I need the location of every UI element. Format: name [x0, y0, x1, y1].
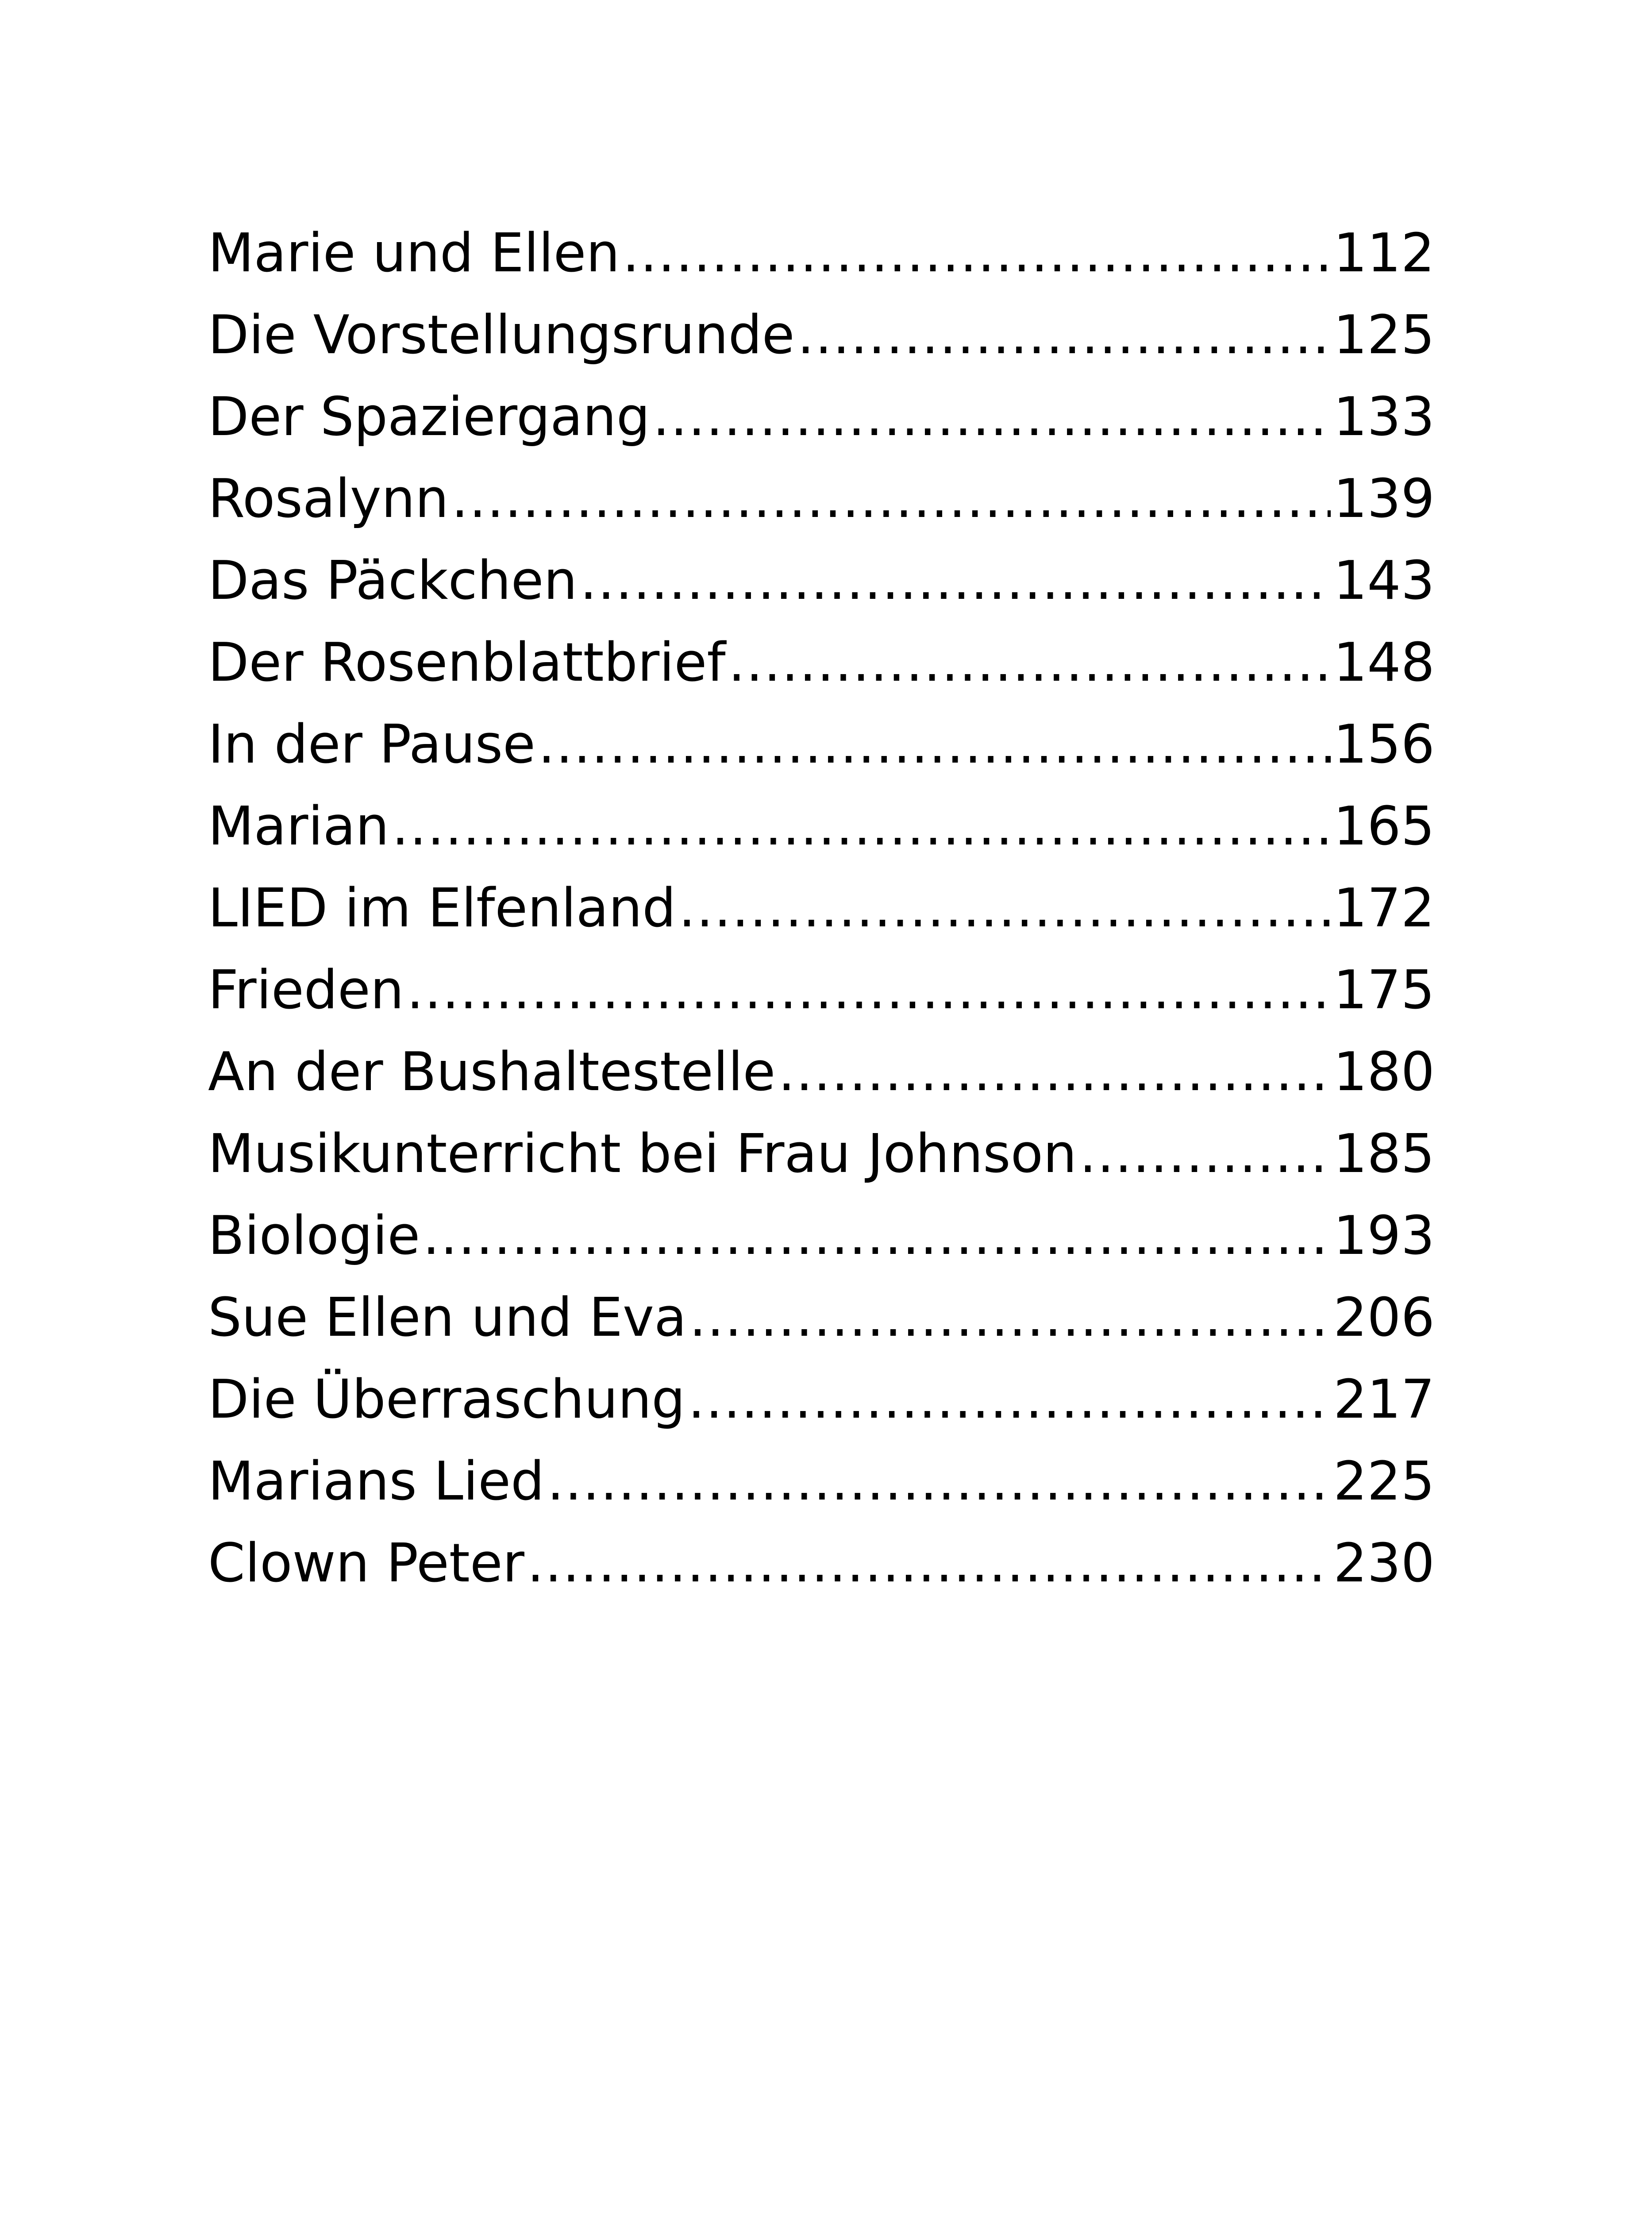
- toc-entry: [208, 1195, 1435, 1277]
- toc-dot-leader: [392, 786, 1331, 867]
- toc-entry-title: Die Vorstellungsrunde: [208, 305, 795, 366]
- toc-entry-page: 230: [1333, 1533, 1435, 1594]
- toc-entry: [208, 1277, 1435, 1359]
- toc-entry-page: 175: [1333, 960, 1435, 1021]
- toc-entry-title: Frieden: [208, 960, 404, 1021]
- toc-dot-leader: [778, 1031, 1331, 1113]
- toc-entry-page: 185: [1333, 1123, 1435, 1185]
- toc-entry-page: 156: [1333, 714, 1435, 775]
- toc-entry-title: Der Spaziergang: [208, 386, 650, 448]
- toc-dot-leader: [451, 458, 1331, 540]
- toc-entry-page: 133: [1333, 386, 1435, 448]
- toc-entry-page: 206: [1333, 1287, 1435, 1349]
- toc-entry-page: 125: [1333, 305, 1435, 366]
- toc-dot-leader: [688, 1359, 1330, 1441]
- toc-entry-title: An der Bushaltestelle: [208, 1041, 776, 1103]
- toc-entry-title: Musikunterricht bei Frau Johnson: [208, 1123, 1077, 1185]
- toc-entry-page: 225: [1333, 1451, 1435, 1512]
- toc-dot-leader: [547, 1441, 1331, 1523]
- toc-entry-page: 180: [1333, 1041, 1435, 1103]
- toc-dot-leader: [407, 949, 1331, 1031]
- toc-entry: [208, 376, 1435, 458]
- toc-entry: [208, 458, 1435, 540]
- toc-entry: [208, 294, 1435, 376]
- toc-entry-page: 139: [1333, 468, 1435, 530]
- toc-entry: [208, 1031, 1435, 1113]
- toc-entry-title: Sue Ellen und Eva: [208, 1287, 687, 1349]
- toc-entry-title: Der Rosenblattbrief: [208, 632, 726, 694]
- toc-dot-leader: [423, 1195, 1331, 1277]
- toc-dot-leader: [653, 376, 1331, 458]
- toc-dot-leader: [678, 867, 1331, 949]
- toc-entry-title: Marians Lied: [208, 1451, 545, 1512]
- toc-dot-leader: [538, 704, 1331, 786]
- toc-dot-leader: [527, 1523, 1331, 1604]
- toc-entry: [208, 1359, 1435, 1441]
- toc-entry-title: Das Päckchen: [208, 550, 578, 612]
- table-of-contents: [208, 212, 1435, 1604]
- toc-entry-page: 172: [1333, 878, 1435, 939]
- toc-dot-leader: [797, 294, 1331, 376]
- toc-dot-leader: [1079, 1113, 1331, 1195]
- toc-entry: [208, 540, 1435, 622]
- toc-entry-title: In der Pause: [208, 714, 535, 775]
- toc-dot-leader: [689, 1277, 1331, 1359]
- toc-entry-page: 143: [1333, 550, 1435, 612]
- toc-dot-leader: [728, 622, 1331, 704]
- toc-dot-leader: [623, 212, 1331, 294]
- toc-entry-title: LIED im Elfenland: [208, 878, 676, 939]
- toc-entry: [208, 867, 1435, 949]
- toc-dot-leader: [580, 540, 1331, 622]
- toc-entry-page: 112: [1333, 223, 1435, 284]
- toc-entry-page: 165: [1333, 796, 1435, 857]
- toc-entry: [208, 704, 1435, 786]
- toc-entry-page: 217: [1333, 1369, 1435, 1430]
- toc-entry-title: Marie und Ellen: [208, 223, 620, 284]
- toc-entry: [208, 1523, 1435, 1604]
- toc-entry-title: Die Überraschung: [208, 1369, 685, 1430]
- toc-entry-title: Clown Peter: [208, 1533, 525, 1594]
- toc-entry-title: Biologie: [208, 1205, 420, 1267]
- toc-entry-title: Rosalynn: [208, 468, 449, 530]
- toc-entry: [208, 949, 1435, 1031]
- toc-entry-page: 148: [1333, 632, 1435, 694]
- toc-entry-page: 193: [1333, 1205, 1435, 1267]
- toc-entry: [208, 1113, 1435, 1195]
- toc-entry-title: Marian: [208, 796, 389, 857]
- toc-entry: [208, 622, 1435, 704]
- toc-entry: [208, 786, 1435, 867]
- toc-entry: [208, 212, 1435, 294]
- toc-entry: [208, 1441, 1435, 1523]
